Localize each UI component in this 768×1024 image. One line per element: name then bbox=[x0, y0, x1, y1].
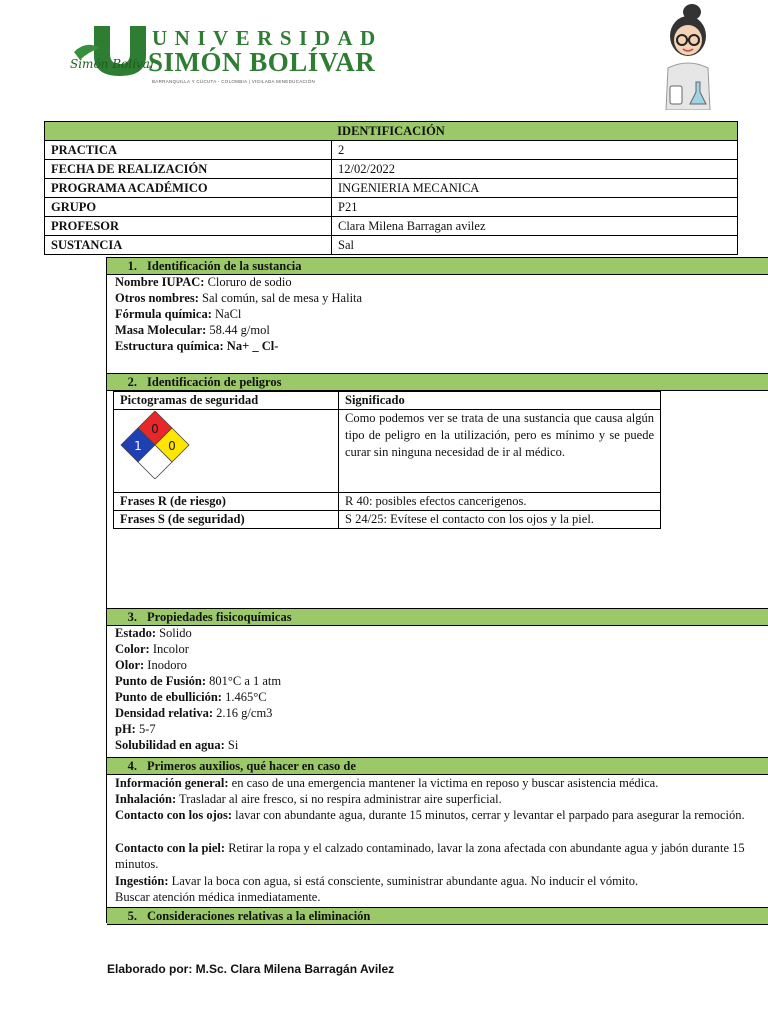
section-title: Consideraciones relativas a la eliminación bbox=[147, 909, 371, 923]
field-label: Estructura química: Na+ _ Cl- bbox=[115, 339, 279, 353]
table-row bbox=[45, 179, 738, 198]
table-row bbox=[114, 511, 661, 529]
property-line bbox=[115, 658, 187, 674]
field-value: 1.465°C bbox=[225, 690, 267, 704]
logo-text-universidad: UNIVERSIDAD bbox=[152, 26, 383, 50]
section-5-header bbox=[107, 907, 768, 925]
field-value: 5-7 bbox=[138, 722, 156, 736]
field-value: Trasladar al aire fresco, si no respira administrar aire superficial. bbox=[179, 792, 502, 806]
field-value: Inodoro bbox=[147, 658, 187, 672]
table-row bbox=[114, 392, 661, 410]
col-header-pictograms: Pictogramas de seguridad bbox=[114, 392, 339, 410]
row-label: SUSTANCIA bbox=[45, 236, 332, 255]
field-value: Cloruro de sodio bbox=[207, 275, 292, 289]
field-label: pH: bbox=[115, 722, 136, 736]
hazards-table bbox=[113, 391, 661, 529]
field-label: Punto de ebullición: bbox=[115, 690, 222, 704]
table-row bbox=[114, 493, 661, 511]
section-number: 2. bbox=[127, 375, 137, 389]
field-label: Ingestión: bbox=[115, 874, 169, 888]
r-phrases-value: R 40: posibles efectos cancerigenos. bbox=[339, 493, 661, 511]
row-label: GRUPO bbox=[45, 198, 332, 217]
property-line bbox=[115, 706, 272, 722]
table-row bbox=[45, 217, 738, 236]
first-aid-ingestion bbox=[115, 873, 655, 905]
row-value: 2 bbox=[332, 141, 738, 160]
field-label: Densidad relativa: bbox=[115, 706, 214, 720]
section-title: Primeros auxilios, qué hacer en caso de bbox=[147, 759, 356, 773]
property-line bbox=[115, 722, 156, 738]
first-aid-inhalation bbox=[115, 791, 768, 807]
field-label: Otros nombres: bbox=[115, 291, 199, 305]
row-label: PROGRAMA ACADÉMICO bbox=[45, 179, 332, 198]
field-label: Masa Molecular: bbox=[115, 323, 207, 337]
property-line bbox=[115, 642, 189, 658]
row-label: FECHA DE REALIZACIÓN bbox=[45, 160, 332, 179]
section-number: 4. bbox=[127, 759, 137, 773]
table-row bbox=[114, 410, 661, 493]
row-value: Clara Milena Barragan avilez bbox=[332, 217, 738, 236]
author-footer: Elaborado por: M.Sc. Clara Milena Barragán Avilez bbox=[107, 962, 395, 976]
section-1-header bbox=[107, 257, 768, 275]
property-line bbox=[115, 690, 267, 706]
row-label: PRACTICA bbox=[45, 141, 332, 160]
field-value: Lavar la boca con agua, si está consciente, suministrar abundante agua. No inducir el vómito. Buscar atención médica inmediatamente. bbox=[115, 874, 639, 904]
field-value: 2.16 g/cm3 bbox=[216, 706, 273, 720]
field-value: NaCl bbox=[215, 307, 242, 321]
structure-line bbox=[115, 339, 278, 355]
row-value: Sal bbox=[332, 236, 738, 255]
nfpa-fire-value: 0 bbox=[151, 422, 159, 436]
nfpa-diamond-icon bbox=[120, 411, 190, 479]
first-aid-general bbox=[115, 775, 768, 791]
row-value: INGENIERIA MECANICA bbox=[332, 179, 738, 198]
section-title: Identificación de peligros bbox=[147, 375, 282, 389]
table-row bbox=[45, 236, 738, 255]
section-2-header bbox=[107, 373, 768, 391]
table-row bbox=[45, 198, 738, 217]
field-value: lavar con abundante agua, durante 15 minutos, cerrar y levantar el parpado para asegurar la remoción. bbox=[235, 808, 745, 822]
first-aid-skin bbox=[115, 840, 768, 872]
mass-line bbox=[115, 323, 270, 339]
row-value: 12/02/2022 bbox=[332, 160, 738, 179]
table-row bbox=[45, 141, 738, 160]
col-header-meaning: Significado bbox=[339, 392, 661, 410]
logo-subtitle: BARRANQUILLA Y CÚCUTA - COLOMBIA | VIGILADA MINEDUCACIÓN bbox=[152, 79, 316, 84]
row-value: P21 bbox=[332, 198, 738, 217]
meaning-text: Como podemos ver se trata de una sustancia que causa algún tipo de peligro en la utilización, pero es mínimo y se puede curar sin ninguna necesidad de ir al médico. bbox=[345, 411, 654, 459]
field-label: Contacto con los ojos: bbox=[115, 808, 233, 822]
field-value: en caso de una emergencia mantener la victima en reposo y buscar asistencia médica. bbox=[231, 776, 659, 790]
nfpa-reactivity-value: 0 bbox=[168, 439, 176, 453]
field-value: Si bbox=[227, 738, 239, 752]
logo-text-simon-bolivar: SIMÓN BOLÍVAR bbox=[148, 47, 376, 77]
safety-sheet bbox=[106, 257, 768, 923]
university-logo-mark bbox=[66, 22, 158, 78]
field-label: Fórmula química: bbox=[115, 307, 212, 321]
field-label: Información general: bbox=[115, 776, 229, 790]
field-value: Retirar la ropa y el calzado contaminado, lavar la zona afectada con abundante agua y jabón durante 15 minutos. bbox=[115, 841, 745, 871]
s-phrases-value: S 24/25: Evítese el contacto con los ojos y la piel. bbox=[339, 511, 661, 529]
field-label: Inhalación: bbox=[115, 792, 177, 806]
other-names-line bbox=[115, 291, 362, 307]
property-line bbox=[115, 674, 281, 690]
property-line bbox=[115, 626, 192, 642]
row-label: PROFESOR bbox=[45, 217, 332, 236]
field-value: Sal común, sal de mesa y Halita bbox=[202, 291, 363, 305]
field-label: Color: bbox=[115, 642, 150, 656]
table-row bbox=[45, 160, 738, 179]
section-number: 5. bbox=[127, 909, 137, 923]
section-number: 3. bbox=[127, 610, 137, 624]
property-line bbox=[115, 738, 238, 754]
identification-title: IDENTIFICACIÓN bbox=[45, 122, 738, 141]
section-4-header bbox=[107, 757, 768, 775]
formula-line bbox=[115, 307, 241, 323]
field-label: Contacto con la piel: bbox=[115, 841, 226, 855]
field-label: Nombre IUPAC: bbox=[115, 275, 205, 289]
field-label: Olor: bbox=[115, 658, 145, 672]
section-title: Propiedades fisicoquímicas bbox=[147, 610, 292, 624]
field-value: Incolor bbox=[152, 642, 189, 656]
first-aid-eyes bbox=[115, 807, 768, 823]
section-number: 1. bbox=[127, 259, 137, 273]
section-title: Identificación de la sustancia bbox=[147, 259, 302, 273]
s-phrases-label: Frases S (de seguridad) bbox=[114, 511, 339, 529]
field-value: 58.44 g/mol bbox=[209, 323, 270, 337]
field-label: Estado: bbox=[115, 626, 156, 640]
svg-text:Simón Bolívar: Simón Bolívar bbox=[70, 57, 156, 71]
field-value: 801°C a 1 atm bbox=[209, 674, 282, 688]
nfpa-health-value: 1 bbox=[134, 439, 142, 453]
section-3-header bbox=[107, 608, 768, 626]
r-phrases-label: Frases R (de riesgo) bbox=[114, 493, 339, 511]
scientist-avatar-icon bbox=[656, 2, 720, 110]
identification-table bbox=[44, 121, 738, 255]
nfpa-cell bbox=[114, 410, 339, 493]
meaning-cell bbox=[339, 410, 661, 493]
iupac-line bbox=[115, 275, 292, 291]
field-label: Solubilidad en agua: bbox=[115, 738, 225, 752]
field-label: Punto de Fusión: bbox=[115, 674, 206, 688]
field-value: Solido bbox=[159, 626, 192, 640]
